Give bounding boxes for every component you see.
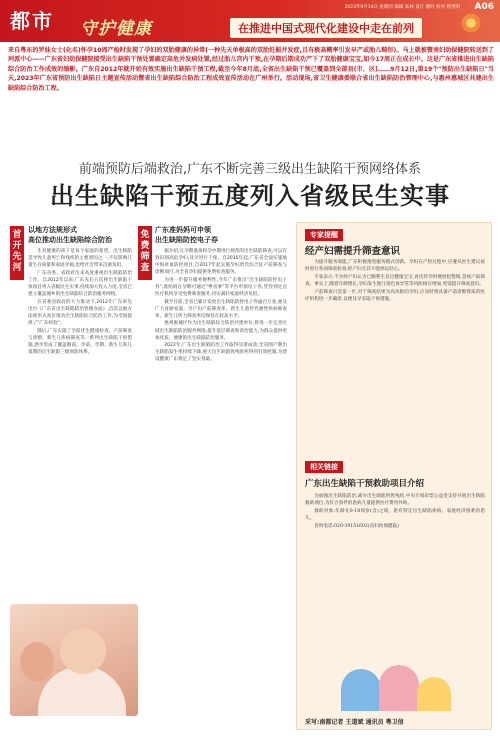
sidebar-title-2: 广东出生缺陷干预救助项目介绍 (305, 479, 425, 489)
baby-photo (10, 604, 138, 716)
kicker-headline: 前端预防后端救治,广东不断完善三级出生缺陷干预网络体系 (78, 162, 422, 177)
paragraph: 惠州惠城区作为出生缺陷综合防治共建单位,将进一步完善区域出生缺陷防治服务网络,提升基层筛查和诊治能力,为群众提供更加优质、便捷的出生缺陷防治服务。 (155, 321, 287, 341)
paragraph: 救助对象:年龄在0-18周岁(含)之间、患有特定出生缺陷疾病、家庭经济困难的患儿。 (305, 508, 485, 522)
banner-script: 守护健康 (80, 19, 152, 39)
main-headline: 出生缺陷干预五度列入省级民生实事 (50, 182, 450, 210)
page-number: A06 (474, 2, 494, 12)
section-tag-middle: 免费筛查 (138, 226, 152, 280)
paragraph: 专家表示,不少经产妇认为已顺利生育过健康宝宝,再次怀孕时便放松警惕,忽视产前筛查。事实上,随着年龄增长,孕妇发生胎儿染色体异常等风险相应增加,更需提升筛查意识。 (305, 274, 485, 288)
paragraph: 生育健康的孩子是每个家庭的希望。出生缺陷是导致儿童死亡和残疾的主要原因之一,不仅影响儿童生存质量和家庭幸福,也给社会带来沉重负担。 (28, 249, 132, 269)
paragraph: 为加强出生缺陷防治,减少出生缺陷所致残疾,中央专项彩票公益金支持开展出生缺陷救助项目,为符合条件的患病儿童提供医疗费用补助。 (305, 494, 485, 507)
sidebar-panel (296, 222, 492, 730)
paragraph: 截至目前,全省已累计发放出生缺陷防控电子券逾百万张,惠及广大育龄家庭。孕产妇产前筛查率、新生儿遗传代谢性疾病筛查率、新生儿听力筛查率均保持在较高水平。 (155, 299, 287, 319)
paragraph: 随后,广东实施了孕前优生健康检查、产前筛查与诊断、新生儿疾病筛查等一系列出生缺陷干预措施,逐步形成了覆盖婚前、孕前、孕期、新生儿和儿童期的出生缺陷三级预防体系。 (28, 328, 132, 355)
paragraph: 2022年,广东出生缺陷防治工作取得显著成效,全省围产期出生缺陷发生率持续下降,重大出生缺陷致残致死得到有效控制,为建设健康广东奠定了坚实基础。 (155, 343, 287, 363)
middle-column-head: 广东准妈妈可申领 出生缺陷防控电子券 (155, 226, 218, 244)
figure-shape (379, 665, 419, 711)
sidebar-title-1: 经产妇需提升筛查意识 (305, 246, 401, 257)
sidebar-text-2 (305, 493, 485, 531)
sidebar-text-1 (305, 259, 485, 304)
left-column (28, 226, 132, 606)
paragraph: 广东省委、省政府历来高度重视出生缺陷防治工作。自2012年以来,广东先后五次将出生缺陷干预项目列入省级民生实事,持续加大投入力度,全省已建立覆盖城乡的出生缺陷综合防治服务网络。 (28, 270, 132, 298)
flower-icon (460, 12, 482, 34)
section-tag-left: 首开先河 (10, 226, 24, 280)
figure-shape (417, 677, 451, 711)
hand-shape (20, 642, 54, 682)
intro-paragraph: 来自粤东的罗妹女士(化名)怀孕10周产检时发现了孕妇的双胎健康的异常(一种先天单极高的双胎妊娠并发症,且有极高概率引发早产或胎儿畸形)。马上就被暨南妇幼保健院转送到了珂派中心——广东省妇幼保健院接受出生缺陷干预处置确定高危并发病处置,经过胎儿宫内干预,在孕期后期成功产下了双胎健康宝宝,如今17周正在成长中。这是广东省推进出生缺陷综合防治工作成效的缩影。广东自2012年就开始有效实施出生缺陷干预工程,截至今年8月底,全省出生缺陷干预已覆盖到全部县(市、区)……9月12日,第19个"预防出生缺陷日"当天,2023年广东省预防出生缺陷日主题宣传活动暨省出生缺陷综合防治工程成效宣传活动在广州举行。活动现场,省卫生健康委联合省出生缺陷防治管理中心,与惠州惠城区共建出生缺陷综合防治工程。 (8, 47, 494, 92)
paragraph: 产前筛查只是第一步,对于筛查结果为高风险的孕妇,应及时到具备产前诊断资质的医疗机构进一步确诊,以便及早采取干预措施。 (305, 289, 485, 303)
baby-head-shape (60, 628, 106, 674)
left-column-head: 以地方法规形式 高位推动出生缺陷综合防治 (28, 226, 112, 244)
paragraph: 为提升服务效能,广东积极推进服务模式创新。孕妇在产检过程中,应遵从医生建议按时进行各项筛查检查,经产妇尤其不能掉以轻心。 (305, 260, 485, 273)
middle-column (155, 226, 287, 736)
byline: 采写:南都记者 王道斌 通讯员 粤卫信 (305, 719, 404, 726)
tag-expert-tip: 专家提醒 (305, 229, 343, 241)
dateline: 2023年9月14日 星期四 编辑 朱林 设计 谢玲 校对 程世明 (344, 5, 460, 10)
family-illustration (331, 663, 461, 711)
tag-related-link: 相关链接 (305, 461, 343, 473)
paragraph: 在省委省政府的大力推动下,2012年广东率先出台《广东省出生缺陷防治管理办法》,首次以地方法规形式高位推动出生缺陷综合防治工作,为全国提供了"广东经验"。 (28, 299, 132, 326)
section-name: 都市 (10, 9, 54, 33)
figure-shape (341, 669, 381, 711)
banner-tagline: 在推进中国式现代化建设中走在前列 (230, 18, 422, 38)
page-header (0, 0, 500, 42)
paragraph: 咨询电话:020-39151602(省妇幼保健院) (314, 523, 399, 529)
paragraph: 为进一步提升服务便利性,今年广东推出"出生缺陷防控电子券",准妈妈在孕期可通过"粤省事"等平台申领电子券,凭券到定点医疗机构享受免费筛查服务,切实减轻家庭经济负担。 (155, 277, 287, 298)
paragraph: 据介绍,在孕期准备和孕中期进行规范的出生缺陷筛查,可以有效识别高危孕妇,及早进行干预。自2015年起,广东省全面实施地中海贫血防控项目,自2017年起实施孕妇唐氏综合征产前筛查与诊断项目,为全省孕妇提供免费检查服务。 (155, 249, 287, 276)
header-banner (80, 14, 480, 40)
